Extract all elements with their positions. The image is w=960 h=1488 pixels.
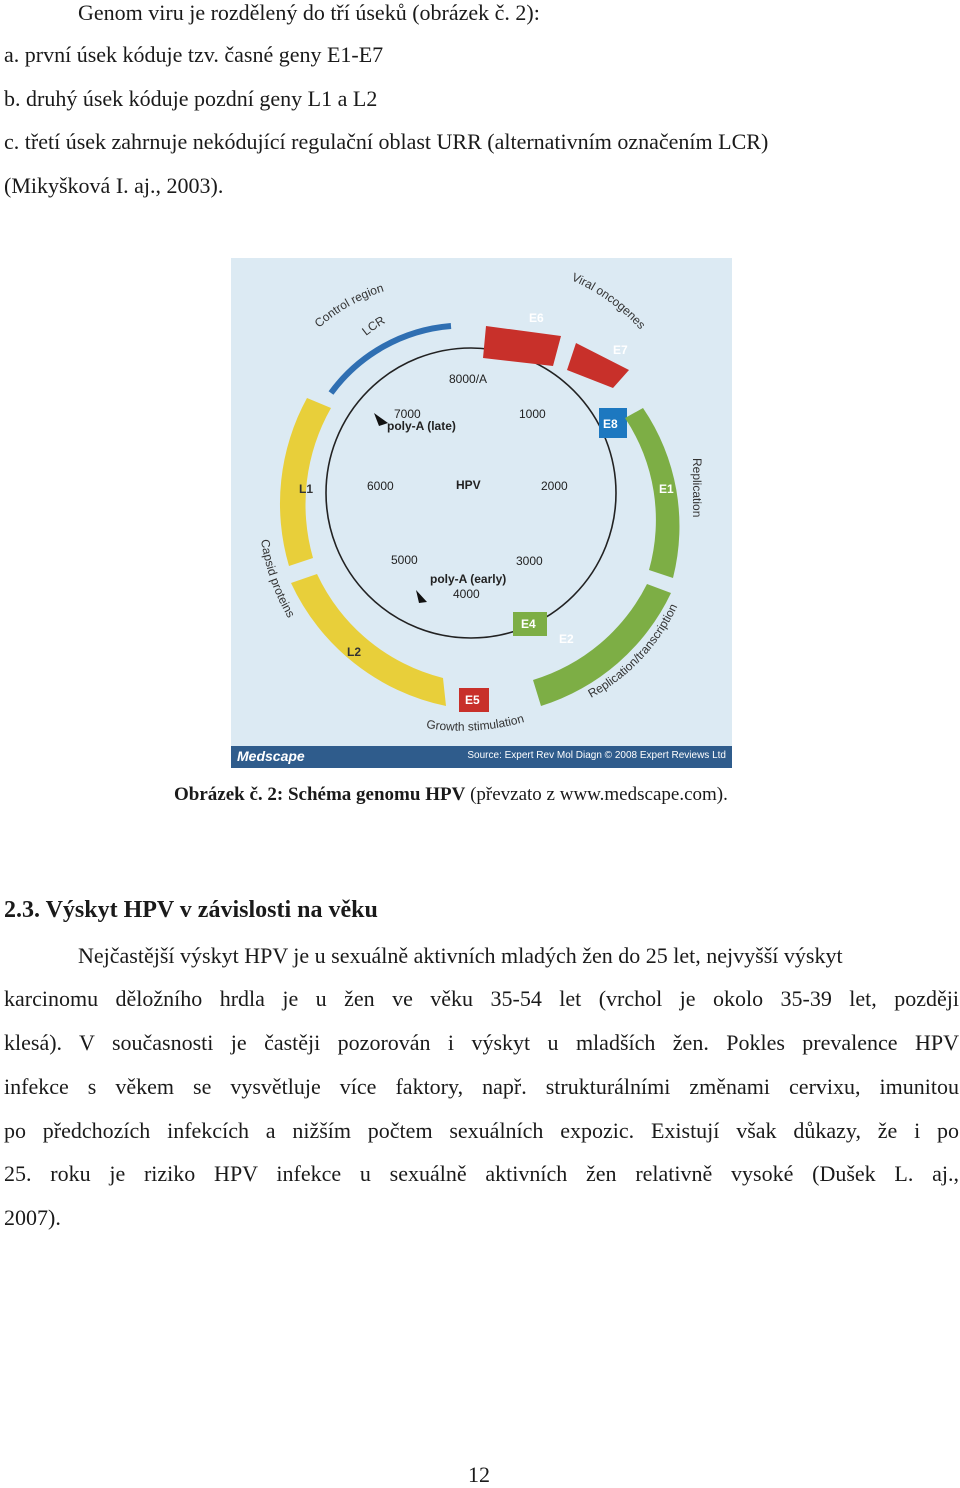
section-heading: 2.3. Výskyt HPV v závislosti na věku bbox=[4, 897, 378, 923]
caption-bold: Obrázek č. 2: Schéma genomu HPV bbox=[174, 784, 466, 805]
replication-transcription-label: Replication/transcription bbox=[585, 601, 681, 701]
caption-rest: (převzato z www.medscape.com). bbox=[465, 784, 728, 805]
figure-footer bbox=[231, 746, 732, 768]
replication-label: Replication bbox=[690, 458, 704, 518]
e4-label: E4 bbox=[521, 617, 536, 631]
paragraph-line-5: po předchozích infekcích a nižším počtem sexuálních expozic. Existují však důkazy, že i po bbox=[4, 1118, 959, 1143]
paragraph-line-7: 2007). bbox=[4, 1205, 61, 1230]
capsid-proteins-label: Capsid proteins bbox=[257, 538, 298, 620]
medscape-logo: Medscape bbox=[237, 748, 305, 764]
e6-segment bbox=[483, 326, 561, 366]
poly-a-early-label: poly-A (early) bbox=[430, 572, 507, 586]
e6-label: E6 bbox=[529, 311, 544, 325]
paragraph-line-2: karcinomu děložního hrdla je u žen ve věku 35-54 let (vrchol je okolo 35-39 let, později bbox=[4, 986, 959, 1011]
lcr-arc bbox=[331, 326, 451, 393]
paragraph-line-6: 25. roku je riziko HPV infekce u sexuálně aktivních žen relativně vysoké (Dušek L. aj., bbox=[4, 1161, 959, 1186]
page-number: 12 bbox=[468, 1462, 490, 1487]
paragraph-line-3: klesá). V současnosti je častěji pozorován i výskyt u mladších žen. Pokles prevalence HPV bbox=[4, 1030, 959, 1055]
list-item-a: a. první úsek kóduje tzv. časné geny E1-E7 bbox=[4, 42, 384, 67]
poly-a-early-marker bbox=[416, 590, 427, 603]
position-8000-label: 8000/A bbox=[449, 372, 488, 386]
position-7000-label: 7000 bbox=[394, 407, 421, 421]
position-3000-label: 3000 bbox=[516, 554, 543, 568]
poly-a-late-marker bbox=[374, 413, 388, 426]
list-item-b: b. druhý úsek kóduje pozdní geny L1 a L2 bbox=[4, 86, 378, 111]
e7-label: E7 bbox=[613, 343, 628, 357]
hpv-genome-diagram bbox=[231, 258, 732, 746]
position-2000-label: 2000 bbox=[541, 479, 568, 493]
paragraph-line-1: Nejčastější výskyt HPV je u sexuálně aktivních mladých žen do 25 let, nejvyšší výskyt bbox=[78, 943, 843, 968]
position-1000-label: 1000 bbox=[519, 407, 546, 421]
intro-citation: (Mikyšková I. aj., 2003). bbox=[4, 173, 224, 198]
position-5000-label: 5000 bbox=[391, 553, 418, 567]
e2-label: E2 bbox=[559, 632, 574, 646]
figure-source: Source: Expert Rev Mol Diagn © 2008 Expert Reviews Ltd bbox=[467, 750, 726, 761]
viral-oncogenes-label: Viral oncogenes bbox=[569, 269, 649, 332]
l2-segment bbox=[291, 574, 446, 706]
growth-stimulation-label: Growth stimulation bbox=[425, 711, 526, 734]
poly-a-late-label: poly-A (late) bbox=[387, 419, 456, 433]
hpv-center-label: HPV bbox=[456, 478, 481, 492]
l2-label: L2 bbox=[347, 645, 362, 659]
e5-label: E5 bbox=[465, 693, 480, 707]
list-item-c: c. třetí úsek zahrnuje nekódující regulační oblast URR (alternativním označením LCR) bbox=[4, 129, 769, 154]
hpv-genome-figure bbox=[231, 258, 732, 768]
position-6000-label: 6000 bbox=[367, 479, 394, 493]
e8-label: E8 bbox=[603, 417, 618, 431]
intro-lead: Genom viru je rozdělený do tří úseků (obrázek č. 2): bbox=[78, 0, 540, 25]
control-region-label: Control region bbox=[311, 280, 386, 331]
lcr-label: LCR bbox=[359, 313, 388, 339]
position-4000-label: 4000 bbox=[453, 587, 480, 601]
paragraph-line-4: infekce s věkem se vysvětluje více faktory, např. strukturálními změnami cervixu, imunitou bbox=[4, 1074, 959, 1099]
e1-label: E1 bbox=[659, 482, 674, 496]
l1-label: L1 bbox=[299, 482, 314, 496]
figure-caption bbox=[174, 783, 728, 807]
